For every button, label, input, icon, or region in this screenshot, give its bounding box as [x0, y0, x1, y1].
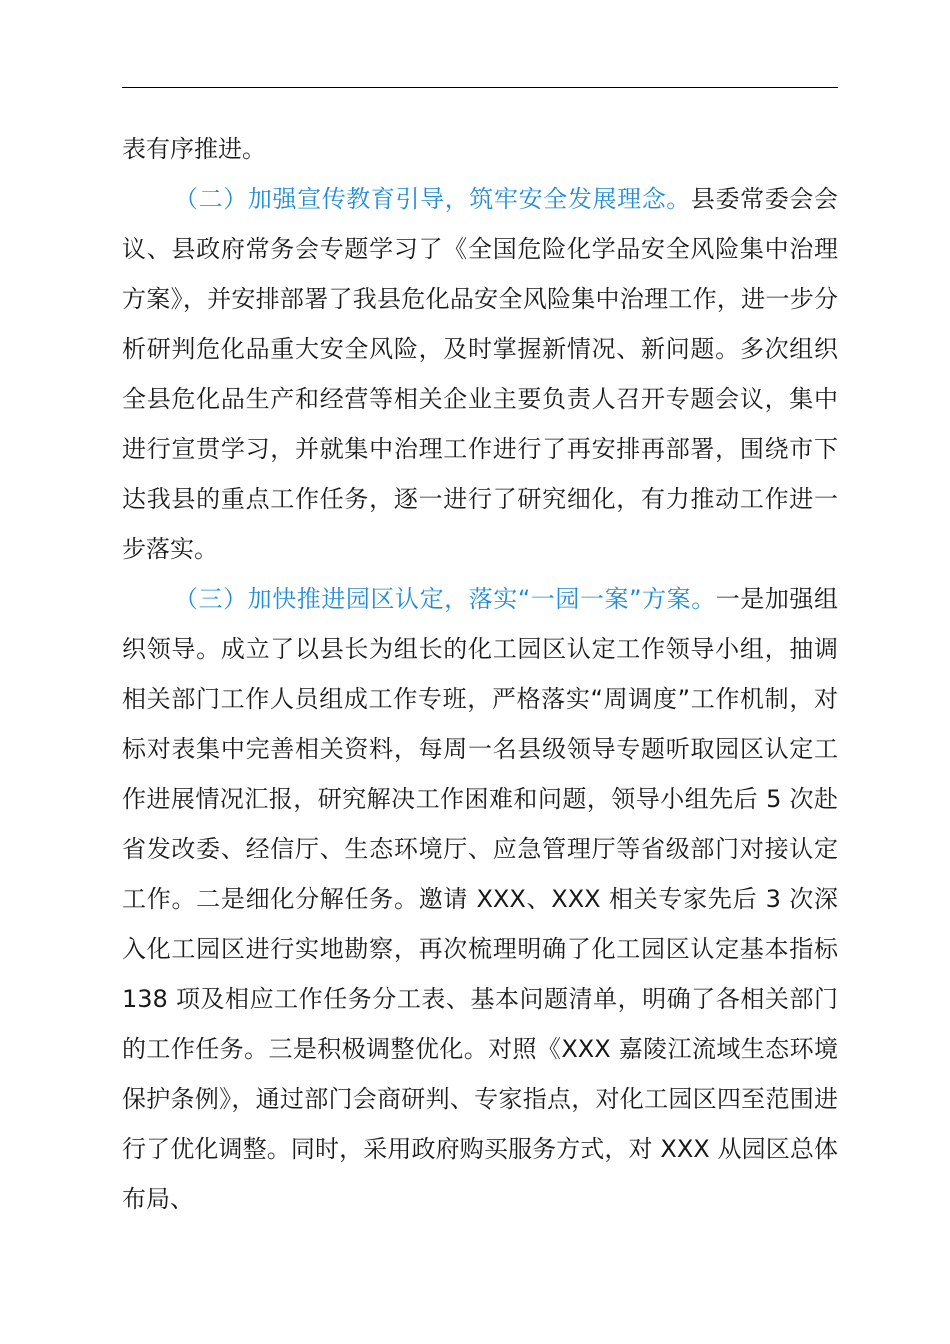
paragraph-text: 表有序推进。: [122, 135, 266, 163]
paragraph-section-3: [122, 574, 838, 1224]
section-heading: （三）加快推进园区认定，落实“一园一案”方案。: [174, 585, 716, 613]
paragraph-text: 县委常委会会议、县政府常务会专题学习了《全国危险化学品安全风险集中治理方案》，并安排部署了我县危化品安全风险集中治理工作，进一步分析研判危化品重大安全风险，及时掌握新情况、新问题。多次组织全县危化品生产和经营等相关企业主要负责人召开专题会议，集中进行宣贯学习，并就集中治理工作进行了再安排再部署，围绕市下达我县的重点工作任务，逐一进行了研究细化，有力推动工作进一步落实。: [122, 185, 838, 563]
document-body: [122, 124, 838, 1224]
paragraph-text: 一是加强组织领导。成立了以县长为组长的化工园区认定工作领导小组，抽调相关部门工作人员组成工作专班，严格落实“周调度”工作机制，对标对表集中完善相关资料，每周一名县级领导专题听取园区认定工作进展情况汇报，研究解决工作困难和问题，领导小组先后 5 次赴省发改委、经信厅、生态环境厅、应急管理厅等省级部门对接认定工作。二是细化分解任务。邀请 XXX、XXX 相关专家先后 3 次深入化工园区进行实地勘察，再次梳理明确了化工园区认定基本指标 138 项及相应工作任务分工表、基本问题清单，明确了各相关部门的工作任务。三是积极调整优化。对照《XXX 嘉陵江流域生态环境保护条例》，通过部门会商研判、专家指点，对化工园区四至范围进行了优化调整。同时，采用政府购买服务方式，对 XXX 从园区总体布局、: [122, 585, 838, 1213]
header-rule: [122, 87, 838, 88]
section-heading: （二）加强宣传教育引导，筑牢安全发展理念。: [174, 185, 691, 213]
paragraph-continuation: [122, 124, 838, 174]
paragraph-section-2: [122, 174, 838, 574]
